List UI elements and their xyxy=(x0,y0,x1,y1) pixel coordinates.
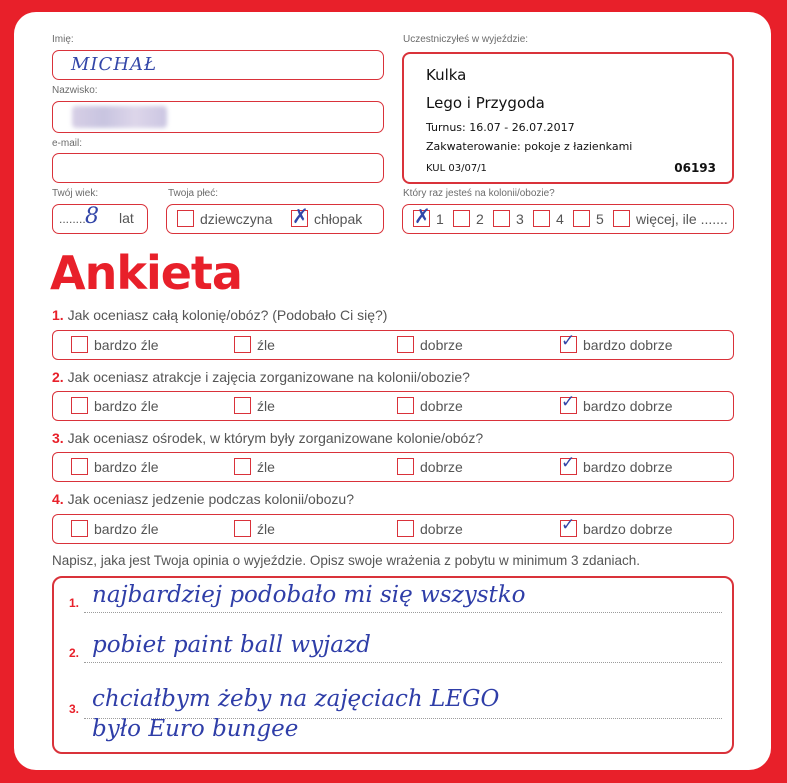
camp-name: Kulka xyxy=(426,66,467,84)
q1-option-very-good[interactable] xyxy=(560,331,673,353)
camp-accommodation xyxy=(426,140,632,153)
redacted-surname xyxy=(72,106,167,128)
q3-label-very-good: bardzo dobrze xyxy=(583,458,673,475)
opinion-line-1-number: 1. xyxy=(69,596,80,610)
times-option-2[interactable] xyxy=(453,210,484,227)
surname-label: Nazwisko: xyxy=(52,85,98,96)
q1-option-good[interactable] xyxy=(397,336,463,353)
q2-label-very-bad: bardzo źle xyxy=(94,397,159,414)
gender-label: Twoja płeć: xyxy=(168,188,219,199)
tick-mark-icon: ✓ xyxy=(561,331,576,351)
times-option-5-label: 5 xyxy=(596,210,604,227)
opinion-prompt: Napisz, jaka jest Twoja opinia o wyjeździe. Opisz swoje wrażenia z pobytu w minimum 3 zdaniach. xyxy=(52,553,641,568)
question-1-text: Jak oceniasz całą kolonię/obóz? (Podobało Ci się?) xyxy=(67,307,388,323)
name-field[interactable] xyxy=(52,50,384,80)
q4-option-very-bad[interactable] xyxy=(71,520,159,537)
email-field[interactable] xyxy=(52,153,384,183)
checkbox-girl[interactable] xyxy=(177,210,194,227)
q2-checkbox-bad[interactable] xyxy=(234,397,251,414)
q4-label-bad: źle xyxy=(257,520,275,537)
turnus-label: Turnus: xyxy=(426,121,466,134)
q1-checkbox-bad[interactable] xyxy=(234,336,251,353)
q2-option-bad[interactable] xyxy=(234,397,275,414)
q2-option-very-good[interactable] xyxy=(560,392,673,414)
times-option-4-label: 4 xyxy=(556,210,564,227)
age-value: 8 xyxy=(85,204,99,229)
q4-option-bad[interactable] xyxy=(234,520,275,537)
participated-label: Uczestniczyłeś w wyjeździe: xyxy=(403,34,529,45)
question-1-number: 1. xyxy=(52,307,64,323)
opinion-line-2-number: 2. xyxy=(69,646,80,660)
q4-label-very-good: bardzo dobrze xyxy=(583,520,673,537)
q4-checkbox-bad[interactable] xyxy=(234,520,251,537)
check-mark-icon: ✗ xyxy=(414,204,431,228)
q4-label-good: dobrze xyxy=(420,520,463,537)
question-1 xyxy=(52,307,387,323)
gender-field xyxy=(166,204,384,234)
age-dots: ........ xyxy=(59,212,86,226)
age-field[interactable] xyxy=(52,204,148,234)
q4-checkbox-good[interactable] xyxy=(397,520,414,537)
question-4-number: 4. xyxy=(52,491,64,507)
opinion-line-4: było Euro bungee xyxy=(92,716,299,742)
opinion-divider xyxy=(84,612,722,613)
name-label: Imię: xyxy=(52,34,74,45)
q1-checkbox-very-bad[interactable] xyxy=(71,336,88,353)
q4-checkbox-very-bad[interactable] xyxy=(71,520,88,537)
q2-checkbox-good[interactable] xyxy=(397,397,414,414)
times-option-4[interactable] xyxy=(533,210,564,227)
which-time-field xyxy=(402,204,734,234)
name-value: MICHAŁ xyxy=(71,54,158,75)
q3-option-good[interactable] xyxy=(397,458,463,475)
q1-option-very-bad[interactable] xyxy=(71,336,159,353)
q4-label-very-bad: bardzo źle xyxy=(94,520,159,537)
checkbox-5[interactable] xyxy=(573,210,590,227)
turnus-value: 16.07 - 26.07.2017 xyxy=(469,121,575,134)
opinion-line-2: pobiet paint ball wyjazd xyxy=(92,632,371,658)
opinion-line-3-number: 3. xyxy=(69,702,80,716)
q1-label-bad: źle xyxy=(257,336,275,353)
times-option-3[interactable] xyxy=(493,210,524,227)
checkbox-2[interactable] xyxy=(453,210,470,227)
gender-option-girl[interactable] xyxy=(177,210,272,227)
tick-mark-icon: ✓ xyxy=(561,515,576,535)
times-option-more-label: więcej, ile ....... xyxy=(636,210,728,227)
checkbox-1[interactable] xyxy=(413,204,431,228)
camp-program: Lego i Przygoda xyxy=(426,94,545,112)
opinion-divider xyxy=(84,662,722,663)
q2-label-very-good: bardzo dobrze xyxy=(583,397,673,414)
camp-code: KUL 03/07/1 xyxy=(426,163,487,174)
check-mark-icon: ✗ xyxy=(292,204,309,228)
q4-option-good[interactable] xyxy=(397,520,463,537)
question-2 xyxy=(52,369,470,385)
q4-checkbox-very-good[interactable] xyxy=(560,515,577,537)
q2-checkbox-very-bad[interactable] xyxy=(71,397,88,414)
opinion-line-3: chciałbym żeby na zajęciach LEGO xyxy=(92,686,500,712)
answer-row-3 xyxy=(52,452,734,482)
checkbox-boy[interactable] xyxy=(291,204,309,228)
gender-option-boy[interactable] xyxy=(291,204,363,228)
times-option-2-label: 2 xyxy=(476,210,484,227)
survey-title: Ankieta xyxy=(50,246,242,300)
checkbox-more[interactable] xyxy=(613,210,630,227)
q1-checkbox-very-good[interactable] xyxy=(560,331,577,353)
q2-checkbox-very-good[interactable] xyxy=(560,392,577,414)
camp-info-box xyxy=(402,52,734,184)
age-label: Twój wiek: xyxy=(52,188,99,199)
q3-checkbox-bad[interactable] xyxy=(234,458,251,475)
question-3-number: 3. xyxy=(52,430,64,446)
q1-label-very-good: bardzo dobrze xyxy=(583,336,673,353)
camp-turnus xyxy=(426,121,575,134)
q3-option-bad[interactable] xyxy=(234,458,275,475)
gender-boy-label: chłopak xyxy=(314,210,363,227)
question-2-number: 2. xyxy=(52,369,64,385)
opinion-box[interactable] xyxy=(52,576,734,754)
q2-label-good: dobrze xyxy=(420,397,463,414)
accommodation-label: Zakwaterowanie: xyxy=(426,140,521,153)
checkbox-3[interactable] xyxy=(493,210,510,227)
q1-label-very-bad: bardzo źle xyxy=(94,336,159,353)
accommodation-value: pokoje z łazienkami xyxy=(524,140,633,153)
q3-label-good: dobrze xyxy=(420,458,463,475)
q4-option-very-good[interactable] xyxy=(560,515,673,537)
age-unit: lat xyxy=(119,210,134,226)
which-time-label: Który raz jesteś na kolonii/obozie? xyxy=(403,188,555,199)
gender-girl-label: dziewczyna xyxy=(200,210,273,227)
q1-checkbox-good[interactable] xyxy=(397,336,414,353)
email-label: e-mail: xyxy=(52,138,83,149)
q3-label-very-bad: bardzo źle xyxy=(94,458,159,475)
q3-checkbox-good[interactable] xyxy=(397,458,414,475)
q3-option-very-bad[interactable] xyxy=(71,458,159,475)
answer-row-4 xyxy=(52,514,734,544)
times-option-1-label: 1 xyxy=(436,210,444,227)
times-option-3-label: 3 xyxy=(516,210,524,227)
tick-mark-icon: ✓ xyxy=(561,392,576,412)
q2-option-very-bad[interactable] xyxy=(71,397,159,414)
checkbox-4[interactable] xyxy=(533,210,550,227)
answer-row-1 xyxy=(52,330,734,360)
times-option-more[interactable] xyxy=(613,210,728,227)
q1-option-bad[interactable] xyxy=(234,336,275,353)
q3-checkbox-very-good[interactable] xyxy=(560,453,577,475)
q3-checkbox-very-bad[interactable] xyxy=(71,458,88,475)
q1-label-good: dobrze xyxy=(420,336,463,353)
q3-option-very-good[interactable] xyxy=(560,453,673,475)
answer-row-2 xyxy=(52,391,734,421)
question-3 xyxy=(52,430,483,446)
times-option-5[interactable] xyxy=(573,210,604,227)
tick-mark-icon: ✓ xyxy=(561,453,576,473)
q2-option-good[interactable] xyxy=(397,397,463,414)
camp-number: 06193 xyxy=(674,161,716,175)
q2-label-bad: źle xyxy=(257,397,275,414)
times-option-1[interactable] xyxy=(413,204,444,228)
q3-label-bad: źle xyxy=(257,458,275,475)
question-3-text: Jak oceniasz ośrodek, w którym były zorganizowane kolonie/obóz? xyxy=(67,430,484,446)
question-2-text: Jak oceniasz atrakcje i zajęcia zorganizowane na kolonii/obozie? xyxy=(67,369,470,385)
question-4-text: Jak oceniasz jedzenie podczas kolonii/obozu? xyxy=(67,491,354,507)
opinion-line-1: najbardziej podobało mi się wszystko xyxy=(92,582,526,608)
question-4 xyxy=(52,491,354,507)
